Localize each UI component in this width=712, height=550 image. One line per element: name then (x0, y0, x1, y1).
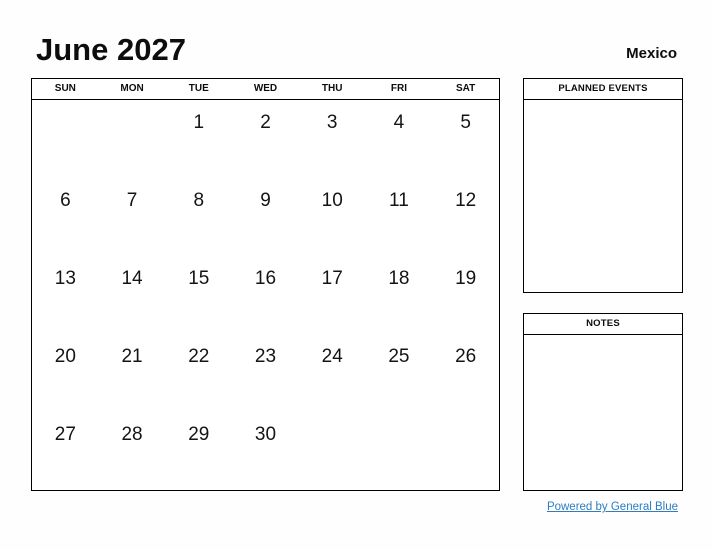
day-cell: 22 (188, 346, 210, 367)
day-cell (299, 412, 366, 490)
day-cell: 2 (260, 112, 271, 133)
day-cell: 13 (54, 268, 76, 289)
day-cell: 18 (388, 268, 410, 289)
day-cell: 15 (188, 268, 210, 289)
footer (523, 497, 683, 515)
day-cell: 20 (54, 346, 76, 367)
day-cell (99, 100, 166, 178)
day-cell (432, 412, 499, 490)
day-cell: 28 (121, 424, 143, 445)
day-cell: 12 (455, 190, 477, 211)
weekday-label: MON (120, 83, 144, 94)
weekday-label: FRI (390, 83, 407, 94)
day-cell: 17 (321, 268, 343, 289)
weekday-header-row (32, 79, 499, 100)
weekday-label: SUN (54, 83, 76, 94)
day-cell: 25 (388, 346, 410, 367)
page-title: June 2027 (36, 32, 186, 67)
weekday-label: TUE (188, 83, 209, 94)
calendar-grid (31, 78, 500, 491)
day-cell: 30 (254, 424, 277, 445)
planned-events-content (524, 100, 682, 292)
day-cell: 1 (193, 112, 205, 133)
region-label: Mexico (626, 45, 677, 62)
weekday-label: THU (321, 83, 343, 94)
day-cell: 23 (254, 346, 277, 367)
notes-box (523, 313, 683, 491)
day-cell (32, 100, 99, 178)
weekday-label: SAT (456, 83, 476, 94)
day-cell: 16 (254, 268, 277, 289)
day-cell: 3 (326, 112, 338, 133)
day-cell: 10 (321, 190, 343, 211)
day-cell: 11 (389, 190, 409, 211)
day-cell: 19 (455, 268, 477, 289)
day-cell (366, 412, 433, 490)
powered-by-link[interactable]: Powered by General Blue (546, 501, 678, 513)
planned-events-title: PLANNED EVENTS (524, 79, 682, 100)
notes-content (524, 335, 682, 490)
day-cell: 5 (460, 112, 471, 133)
day-cell: 24 (321, 346, 343, 367)
day-cell: 4 (393, 112, 405, 133)
day-cell: 26 (455, 346, 477, 367)
calendar-body (32, 100, 499, 490)
day-cell: 29 (188, 424, 210, 445)
day-cell: 21 (121, 346, 143, 367)
day-cell: 7 (126, 190, 138, 211)
planned-events-box (523, 78, 683, 293)
day-cell: 9 (260, 190, 271, 211)
day-cell: 27 (54, 424, 76, 445)
day-cell: 8 (193, 190, 205, 211)
weekday-label: WED (253, 83, 278, 94)
day-cell: 6 (60, 190, 71, 211)
day-cell: 14 (121, 268, 143, 289)
notes-title: NOTES (524, 314, 682, 335)
